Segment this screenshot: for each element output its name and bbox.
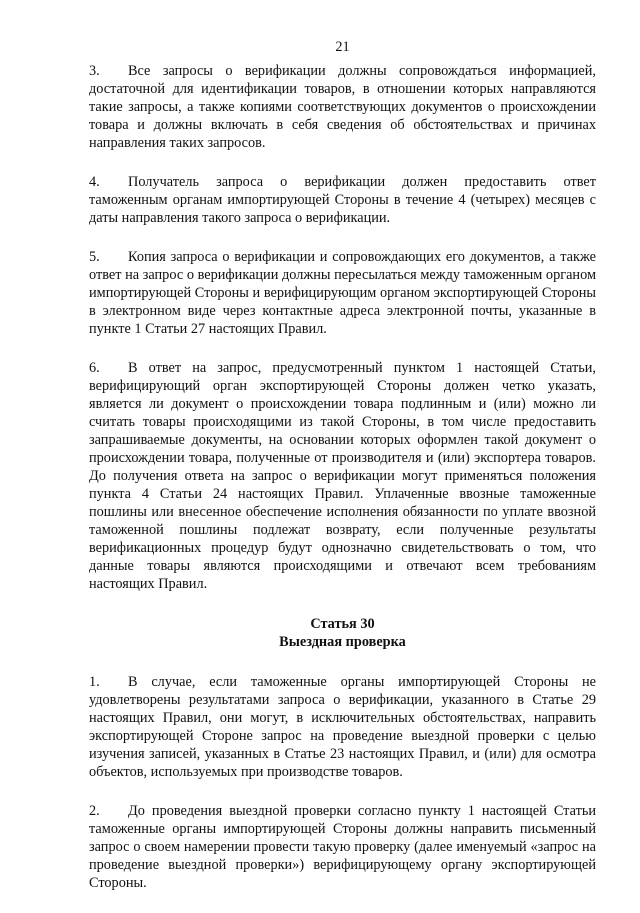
paragraph-4 [89, 173, 596, 227]
article-heading [89, 615, 596, 651]
paragraph-text: Получатель запроса о верификации должен предоставить ответ таможенным органам импортирующей Стороны в течение 4 (четырех) месяцев с даты направления такого запроса о верификации. [89, 174, 596, 226]
article-subtitle: Выездная проверка [279, 634, 406, 650]
paragraph-number: 5. [89, 249, 100, 265]
article-30-paragraph-2 [89, 802, 596, 892]
article-30-paragraph-1 [89, 673, 596, 781]
document-page [89, 38, 596, 913]
page-number: 21 [335, 39, 350, 55]
paragraph-number: 1. [89, 674, 100, 690]
paragraph-number: 4. [89, 174, 100, 190]
paragraph-number: 3. [89, 63, 100, 79]
paragraph-text: До проведения выездной проверки согласно пункту 1 настоящей Статьи таможенные органы импортирующей Стороны должны направить письменный запрос о своем намерении провести такую проверку (далее именуемый «запрос на проведение выездной проверки») верифицирующему органу экспортирующей Стороны. [89, 803, 596, 891]
paragraph-number: 2. [89, 803, 100, 819]
paragraph-5 [89, 248, 596, 338]
paragraph-3 [89, 62, 596, 152]
paragraph-text: Копия запроса о верификации и сопровождающих его документов, а также ответ на запрос о верификации должны пересылаться между таможенным органом импортирующей Стороны и верифицирующим органом экспортирующей Стороны в электронном виде через контактные адреса электронной почты, указанные в пункте 1 Статьи 27 настоящих Правил. [89, 249, 596, 337]
article-title: Статья 30 [310, 616, 375, 632]
paragraph-text: В ответ на запрос, предусмотренный пунктом 1 настоящей Статьи, верифицирующий орган экспортирующей Стороны должен четко указать, является ли документ о происхождении товара подлинным и (или) можно ли считать товары происходящими из такой Стороны, в том числе предоставить запрашиваемые документы, на основании которых оформлен такой документ о происхождении товара, полученные от производителя и (или) экспортера товаров. До получения ответа на запрос о верификации могут применяться положения пункта 4 Статьи 24 настоящих Правил. Уплаченные ввозные таможенные пошлины или внесенное обеспечение исполнения обязанности по уплате ввозной таможенной пошлины подлежат возврату, если полученные результаты верификационных процедур будут однозначно свидетельствовать о том, что данные товары являются происходящими и отвечают всем требованиям настоящих Правил. [89, 360, 596, 592]
paragraph-6 [89, 359, 596, 593]
paragraph-text: В случае, если таможенные органы импортирующей Стороны не удовлетворены результатами запроса о верификации, указанного в Статье 29 настоящих Правил, они могут, в исключительных обстоятельствах, направить экспортирующей Стороне запрос на проведение выездной проверки с целью изучения записей, указанных в Статье 23 настоящих Правил, и (или) для осмотра объектов, используемых при производстве товаров. [89, 674, 596, 780]
paragraph-text: Все запросы о верификации должны сопровождаться информацией, достаточной для идентификации товаров, в отношении которых направляются такие запросы, а также копиями соответствующих документов о происхождении товара и должны включать в себя сведения об обстоятельствах и причинах направления таких запросов. [89, 63, 596, 151]
paragraph-number: 6. [89, 360, 100, 376]
